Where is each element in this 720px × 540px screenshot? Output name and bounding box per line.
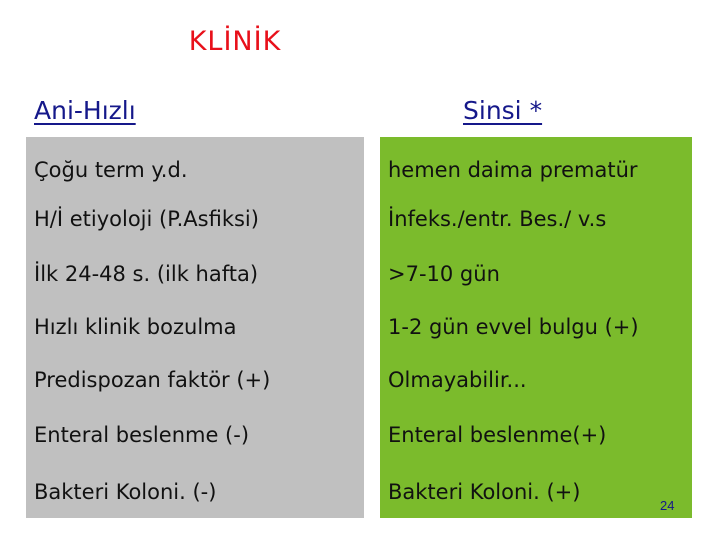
right-item: Olmayabilir... xyxy=(388,368,527,392)
right-item: hemen daima prematür xyxy=(388,158,638,182)
right-item: İnfeks./entr. Bes./ v.s xyxy=(388,207,607,231)
left-item: Bakteri Koloni. (-) xyxy=(34,480,217,504)
page-number: 24 xyxy=(660,498,675,513)
right-item: Enteral beslenme(+) xyxy=(388,423,607,447)
right-item: >7-10 gün xyxy=(388,262,500,286)
left-item: Hızlı klinik bozulma xyxy=(34,315,237,339)
left-panel xyxy=(26,137,364,518)
left-column-heading: Ani-Hızlı xyxy=(34,96,136,125)
left-item: H/İ etiyoloji (P.Asfiksi) xyxy=(34,207,259,231)
right-column-heading: Sinsi * xyxy=(463,96,543,125)
slide-title: KLİNİK xyxy=(188,26,282,57)
left-item: Çoğu term y.d. xyxy=(34,158,188,182)
left-item: Predispozan faktör (+) xyxy=(34,368,271,392)
right-item: Bakteri Koloni. (+) xyxy=(388,480,581,504)
left-item: Enteral beslenme (-) xyxy=(34,423,250,447)
right-item: 1-2 gün evvel bulgu (+) xyxy=(388,315,639,339)
right-panel xyxy=(380,137,692,518)
left-item: İlk 24-48 s. (ilk hafta) xyxy=(34,262,259,286)
